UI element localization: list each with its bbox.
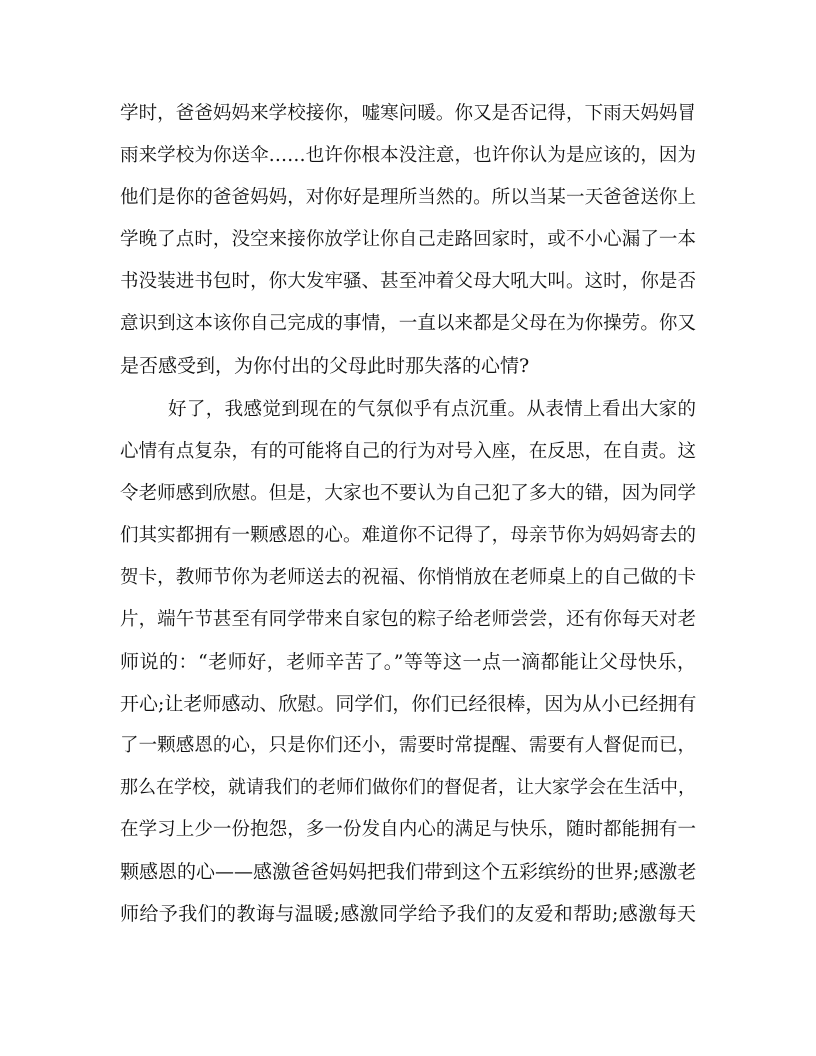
paragraph-2-line: 师给予我们的教诲与温暖;感激同学给予我们的友爱和帮助;感激每天 — [120, 903, 696, 925]
paragraph-2-line: 颗感恩的心——感激爸爸妈妈把我们带到这个五彩缤纷的世界;感激老 — [120, 861, 697, 883]
paragraph-2-line: 贺卡，教师节你为老师送去的祝福、你悄悄放在老师桌上的自己做的卡 — [120, 567, 696, 588]
paragraph-1-line: 学时，爸爸妈妈来学校接你，嘘寒问暖。你又是否记得，下雨天妈妈冒 — [120, 103, 696, 124]
paragraph-1-line: 意识到这本该你自己完成的事情，一直以来都是父母在为你操劳。你又 — [120, 313, 696, 334]
paragraph-2-line: 好了，我感觉到现在的气氛似乎有点沉重。从表情上看出大家的 — [168, 399, 696, 420]
paragraph-2-line: 们其实都拥有一颗感恩的心。难道你不记得了，母亲节你为妈妈寄去的 — [120, 525, 696, 546]
paragraph-1-line: 学晚了点时，没空来接你放学让你自己走路回家时，或不小心漏了一本 — [120, 229, 696, 250]
paragraph-1-line: 书没装进书包时，你大发牢骚、甚至冲着父母大吼大叫。这时，你是否 — [120, 271, 696, 292]
paragraph-2-line: 在学习上少一份抱怨，多一份发自内心的满足与快乐，随时都能拥有一 — [120, 819, 696, 840]
paragraph-1-line: 是否感受到，为你付出的父母此时那失落的心情? — [120, 355, 530, 377]
paragraph-2-line: 那么在学校，就请我们的老师们做你们的督促者，让大家学会在生活中， — [120, 777, 696, 798]
paragraph-2-line: 片，端午节甚至有同学带来自家包的粽子给老师尝尝，还有你每天对老 — [120, 609, 696, 630]
paragraph-2-line: 心情有点复杂，有的可能将自己的行为对号入座，在反思，在自责。这 — [120, 441, 696, 462]
paragraph-2-line: 师说的：“老师好，老师辛苦了。”等等这一点一滴都能让父母快乐， — [120, 651, 696, 673]
paragraph-2-line: 开心;让老师感动、欣慰。同学们，你们已经很棒，因为从小已经拥有 — [120, 693, 697, 715]
paragraph-2-line: 了一颗感恩的心，只是你们还小，需要时常提醒、需要有人督促而已， — [120, 735, 696, 756]
paragraph-2-line: 令老师感到欣慰。但是，大家也不要认为自己犯了多大的错，因为同学 — [120, 483, 696, 504]
paragraph-1-line: 他们是你的爸爸妈妈，对你好是理所当然的。所以当某一天爸爸送你上 — [120, 187, 696, 208]
paragraph-1-line: 雨来学校为你送伞……也许你根本没注意，也许你认为是应该的，因为 — [120, 145, 696, 166]
